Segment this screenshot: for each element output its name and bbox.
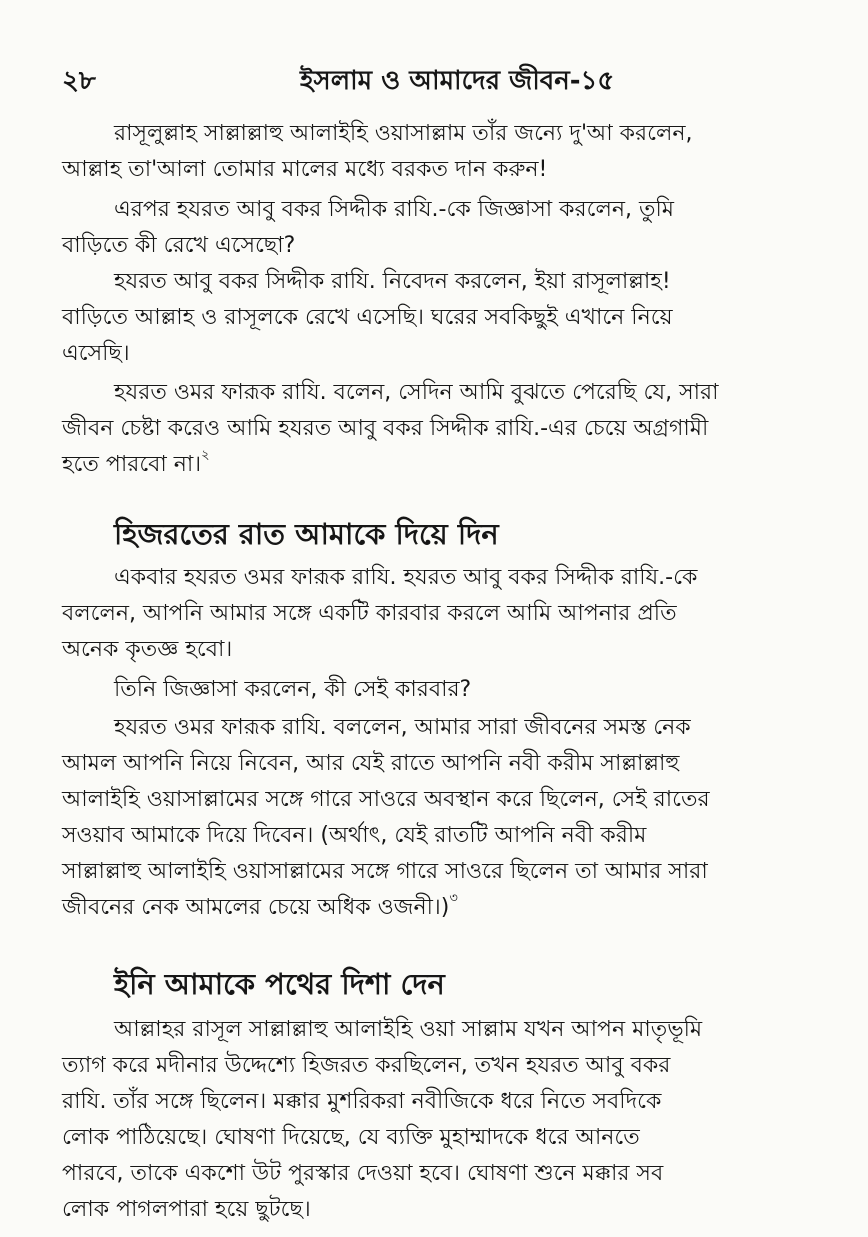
footnote-marker: ৩ bbox=[449, 891, 458, 906]
text-line: আল্লাহর রাসূল সাল্লাল্লাহু আলাইহি ওয়া সাল্লাম যখন আপন মাতৃভূমি bbox=[114, 1017, 703, 1042]
paragraph-3 bbox=[62, 264, 862, 372]
text-line: লোক পাঠিয়েছে। ঘোষণা দিয়েছে, যে ব্যক্তি মুহাম্মাদকে ধরে আনতে bbox=[62, 1125, 640, 1150]
text-line: আমল আপনি নিয়ে নিবেন, আর যেই রাতে আপনি নবী করীম সাল্লাল্লাহু bbox=[62, 751, 680, 776]
text-line: জীবন চেষ্টা করেও আমি হযরত আবু বকর সিদ্দীক রাযি.-এর চেয়ে অগ্রগামী bbox=[62, 416, 709, 441]
text-line: বাড়িতে আল্লাহ ও রাসূলকে রেখে এসেছি। ঘরের সবকিছুই এখানে নিয়ে bbox=[62, 305, 673, 330]
paragraph-5 bbox=[62, 560, 862, 668]
text-line: সওয়াব আমাকে দিয়ে দিবেন। (অর্থাৎ, যেই রাতটি আপনি নবী করীম bbox=[62, 823, 647, 848]
running-title: ইসলাম ও আমাদের জীবন-১৫ bbox=[300, 66, 615, 96]
text-line: আলাইহি ওয়াসাল্লামের সঙ্গে গারে সাওরে অবস্থান করে ছিলেন, সেই রাতের bbox=[62, 787, 710, 812]
text-line: বাড়িতে কী রেখে এসেছো? bbox=[62, 233, 296, 258]
paragraph-1 bbox=[62, 116, 862, 188]
text-line: আল্লাহ তা'আলা তোমার মালের মধ্যে বরকত দান করুন! bbox=[62, 157, 548, 182]
text-line: হযরত ওমর ফারূক রাযি. বলেন, সেদিন আমি বুঝতে পেরেছি যে, সারা bbox=[114, 380, 719, 405]
text-line: সাল্লাল্লাহু আলাইহি ওয়াসাল্লামের সঙ্গে গারে সাওরে ছিলেন তা আমার সারা bbox=[62, 859, 708, 884]
text-line: হতে পারবো না। bbox=[62, 452, 202, 477]
text-line: জীবনের নেক আমলের চেয়ে অধিক ওজনী।) bbox=[62, 895, 450, 920]
text-line-with-footnote bbox=[62, 447, 862, 483]
paragraph-8 bbox=[62, 1012, 862, 1228]
text-line: হযরত ওমর ফারূক রাযি. বললেন, আমার সারা জীবনের সমস্ত নেক bbox=[114, 715, 691, 740]
paragraph-6 bbox=[62, 672, 862, 708]
text-line: অনেক কৃতজ্ঞ হবো। bbox=[62, 637, 233, 662]
text-line-with-footnote bbox=[62, 890, 862, 926]
text-line: একবার হযরত ওমর ফারূক রাযি. হযরত আবু বকর সিদ্দীক রাযি.-কে bbox=[114, 565, 698, 590]
text-line: ত্যাগ করে মদীনার উদ্দেশ্যে হিজরত করছিলেন, তখন হযরত আবু বকর bbox=[62, 1053, 671, 1078]
text-line: পারবে, তাকে একশো উট পুরস্কার দেওয়া হবে। ঘোষণা শুনে মক্কার সব bbox=[62, 1161, 664, 1186]
paragraph-4 bbox=[62, 375, 862, 483]
section-heading-guide: ইনি আমাকে পথের দিশা দেন bbox=[114, 967, 445, 1001]
paragraph-7 bbox=[62, 710, 862, 926]
text-line: রাযি. তাঁর সঙ্গে ছিলেন। মক্কার মুশরিকরা নবীজিকে ধরে নিতে সবদিকে bbox=[62, 1089, 662, 1114]
text-line: এসেছি। bbox=[62, 341, 130, 366]
footnote-marker: ২ bbox=[201, 448, 210, 463]
section-heading-hijrat-night: হিজরতের রাত আমাকে দিয়ে দিন bbox=[114, 517, 499, 551]
text-line: হযরত আবু বকর সিদ্দীক রাযি. নিবেদন করলেন, ইয়া রাসূলাল্লাহ! bbox=[114, 269, 671, 294]
text-line: বললেন, আপনি আমার সঙ্গে একটি কারবার করলে আমি আপনার প্রতি bbox=[62, 601, 677, 626]
text-line: রাসূলুল্লাহ সাল্লাল্লাহু আলাইহি ওয়াসাল্লাম তাঁর জন্যে দু'আ করলেন, bbox=[114, 121, 693, 146]
text-line: এরপর হযরত আবু বকর সিদ্দীক রাযি.-কে জিজ্ঞাসা করলেন, তুমি bbox=[114, 197, 674, 222]
page-header bbox=[0, 60, 868, 100]
text-line: লোক পাগলপারা হয়ে ছুটছে। bbox=[62, 1197, 311, 1222]
page-number: ২৮ bbox=[62, 66, 96, 96]
paragraph-2 bbox=[62, 192, 862, 264]
text-line: তিনি জিজ্ঞাসা করলেন, কী সেই কারবার? bbox=[114, 677, 472, 702]
